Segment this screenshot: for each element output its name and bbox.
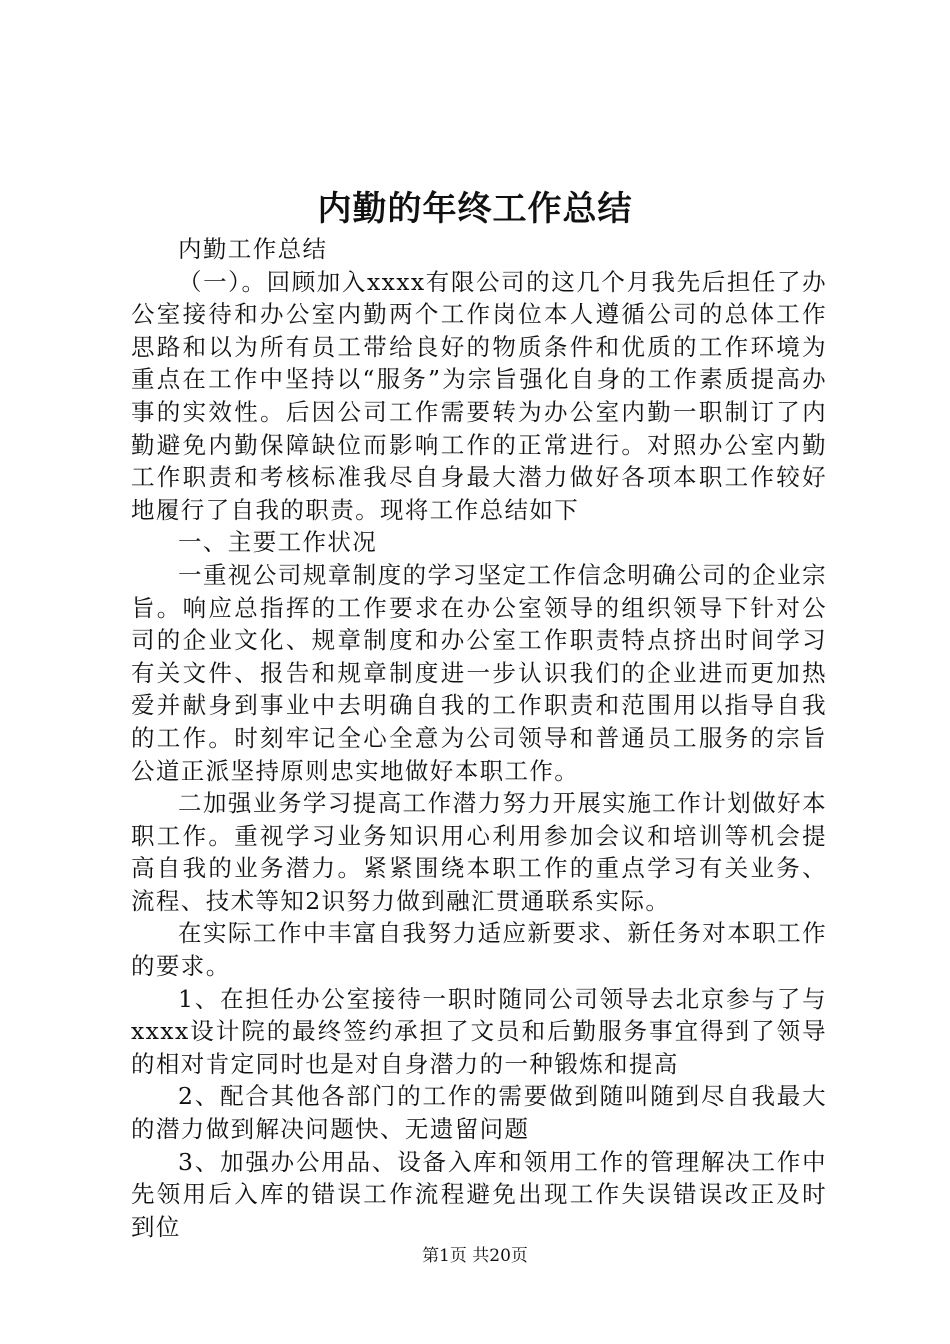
body-paragraph: 内勤工作总结: [178, 235, 328, 263]
body-paragraph: 二加强业务学习提高工作潜力努力开展实施工作计划做好本职工作。重视学习业务知识用心利用参加会议和培训等机会提高自我的业务潜力。紧紧围绕本职工作的重点学习有关业务、流程、技术等知2识努力做到融汇贯通联系实际。: [131, 789, 827, 915]
body-paragraph: 一重视公司规章制度的学习坚定工作信念明确公司的企业宗旨。响应总指挥的工作要求在办公室领导的组织领导下针对公司的企业文化、规章制度和办公室工作职责特点挤出时间学习有关文件、报告和规章制度进一步认识我们的企业进而更加热爱并献身到事业中去明确自我的工作职责和范围用以指导自我的工作。时刻牢记全心全意为公司领导和普通员工服务的宗旨公道正派坚持原则忠实地做好本职工作。: [131, 560, 827, 785]
list-item: 2、配合其他各部门的工作的需要做到随叫随到尽自我最大的潜力做到解决问题快、无遗留问题: [131, 1082, 827, 1144]
document-body: [131, 233, 827, 1243]
list-item: 3、加强办公用品、设备入库和领用工作的管理解决工作中先领用后入库的错误工作流程避免出现工作失误错误改正及时到位: [131, 1147, 827, 1241]
list-item: 1、在担任办公室接待一职时随同公司领导去北京参与了与xxxx设计院的最终签约承担了文员和后勤服务事宜得到了领导的相对肯定同时也是对自身潜力的一种锻炼和提高: [131, 984, 827, 1078]
page-number-footer: 第1页 共20页: [422, 1246, 528, 1266]
section-heading: 一、主要工作状况: [178, 528, 378, 557]
document-title: 内勤的年终工作总结: [317, 189, 633, 229]
body-paragraph: 在实际工作中丰富自我努力适应新要求、新任务对本职工作的要求。: [131, 919, 827, 981]
body-paragraph: （一）。回顾加入xxxx有限公司的这几个月我先后担任了办公室接待和办公室内勤两个工作岗位本人遵循公司的总体工作思路和以为所有员工带给良好的物质条件和优质的工作环境为重点在工作中坚持以“服务”为宗旨强化自身的工作素质提高办事的实效性。后因公司工作需要转为办公室内勤一职制订了内勤避免内勤保障缺位而影响工作的正常进行。对照办公室内勤工作职责和考核标准我尽自身最大潜力做好各项本职工作较好地履行了自我的职责。现将工作总结如下: [131, 267, 827, 524]
